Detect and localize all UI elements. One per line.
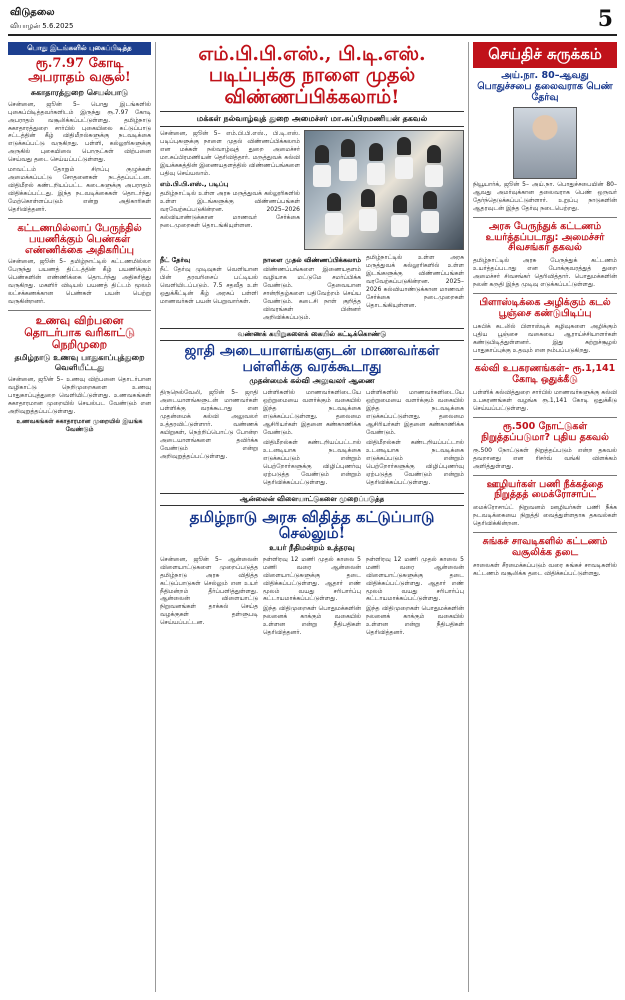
center-body-5: திருநெல்வேலி, ஜூன் 5– ஜாதி அடையாளங்களுடன் மாணவர்கள் பள்ளிக்கு வரக்கூடாது என முதன்மைக் கல்வி அலுவலர் உத்தரவிட்டுள்ளார். வண்ணக் கயிறுகள், நெற்றிப்பொட்டு போன்ற அடையாளங்களை தவிர்க்க வேண்டும் என்று அறிவுறுத்தப்பட்டுள்ளது.	[160, 389, 258, 460]
center-body-4: விண்ணப்பங்களை இணையதளம் வழியாக மட்டுமே சமர்ப்பிக்க வேண்டும். தேவையான சான்றிதழ்களை பதிவேற்றம் செய்ய வேண்டும். கடைசி நாள் குறித்த விவரங்கள் பின்னர் அறிவிக்கப்படும்.	[263, 266, 361, 322]
lead-text-col	[160, 130, 300, 250]
right-head-4: கல்வி உபகரணங்கள்– ரூ.1,141 கோடி ஒதுக்கீடு	[474, 363, 616, 385]
right-head-3: பிளாஸ்டிக்கை அழிக்கும் கடல் பூஞ்சை கண்டுபிடிப்பு	[479, 297, 611, 320]
center-body-1: சென்னை, ஜூன் 5– எம்.பி.பி.எஸ்., பி.டி.எஸ். படிப்புகளுக்கு நாளை முதல் விண்ணப்பிக்கலாம் என மக்கள் நல்வாழ்வுத் துறை அமைச்சர் மா.சுப்பிரமணியன் தெரிவித்தார். மருத்துவக் கல்வி இயக்ககத்தின் இணையதளத்தில் விண்ணப்பங்களை பதிவு செய்யலாம்.	[160, 129, 300, 177]
story3-kicker: ஆன்லைன் விளையாட்டுகளை முறைப்படுத்த	[160, 493, 464, 506]
center-body-6: பள்ளிகளில் மாணவர்களிடையே ஒற்றுமையை வளர்க்கும் வகையில் இந்த நடவடிக்கை எடுக்கப்பட்டுள்ளது. தலைமை ஆசிரியர்கள் இதனை கண்காணிக்க வேண்டும்.	[263, 389, 361, 436]
divider	[8, 218, 151, 219]
right-column	[468, 42, 617, 992]
story3-body	[160, 556, 464, 640]
center-body-10: இந்த விதிமுறைகள் பொதுமக்களின் நலனைக் காக்கும் வகையில் உள்ளன என்று நீதிபதிகள் தெரிவித்தனர்.	[263, 605, 361, 637]
story2-kicker: வண்ணக் கயிறுகளைக் கையில் கட்டிக்கொண்டு	[160, 328, 464, 341]
divider	[473, 532, 617, 533]
left-article-3	[8, 376, 151, 434]
right-body-4: பள்ளிக் கல்வித்துறை சார்பில் மாணவர்களுக்கு கல்வி உபகரணங்கள் வழங்க ரூ.1,141 கோடி ஒதுக்கீடு செய்யப்பட்டுள்ளது.	[473, 388, 617, 412]
portrait-photo	[513, 107, 577, 179]
center-body-3: நீட் தேர்வு முடிவுகள் வெளியான பின் தரவரிசைப் பட்டியல் வெளியிடப்படும். 7.5 சதவீத உள் ஒதுக்கீட்டின் கீழ் அரசுப் பள்ளி மாணவர்கள் பயன் பெறுவார்கள்.	[160, 266, 258, 306]
center-mini-head-1: எம்.பி.பி.எஸ்., படிப்பு	[160, 179, 229, 188]
center-body-10-cont: இந்த விதிமுறைகள் பொதுமக்களின் நலனைக் காக்கும் வகையில் உள்ளன என்று நீதிபதிகள் தெரிவித்தனர்.	[366, 605, 464, 637]
right-head-6: ஊழியர்கள் பணி நீக்கத்தை நிறுத்தத் மைக்ரோசாப்ட்	[486, 478, 604, 501]
center-mini-head-3: நாளை முதல் விண்ணப்பிக்கலாம்	[263, 255, 361, 264]
center-body-2-repeat: தமிழ்நாட்டில் உள்ள அரசு மருத்துவக் கல்லூரிகளில் உள்ள இடங்களுக்கு விண்ணப்பங்கள் வரவேற்கப்படுகின்றன. 2025–2026 கல்வியாண்டுக்கான மாணவர் சேர்க்கை நடைமுறைகள் தொடங்கியுள்ளன.	[366, 253, 464, 309]
center-body-9: நள்ளிரவு 12 மணி முதல் காலை 5 மணி வரை ஆன்லைன் விளையாட்டுகளுக்கு தடை விதிக்கப்பட்டுள்ளது. ஆதார் எண் மூலம் வயது சரிபார்ப்பு கட்டாயமாக்கப்பட்டுள்ளது.	[263, 555, 361, 603]
center-mini-head-2: நீட் தேர்வு	[160, 255, 191, 264]
right-head-7: சுங்கச் சாவடிகளில் கட்டணம் வசூலிக்க தடை	[482, 536, 608, 559]
right-body-3: பசுபிக் கடலில் பிளாஸ்டிக் கழிவுகளை அழிக்கும் புதிய பூஞ்சை வகையை ஆராய்ச்சியாளர்கள் கண்டுபிடித்துள்ளனர். இது சுற்றுச்சூழல் பாதுகாப்புக்கு உதவும் என நம்பப்படுகிறது.	[473, 323, 617, 355]
masthead-title: விடுதலை	[10, 7, 55, 18]
right-body-7: சாலைகள் சீரமைக்கப்படும் வரை சுங்கச் சாவடிகளில் கட்டணம் வசூலிக்க தடை விதிக்கப்பட்டுள்ளது.	[473, 562, 617, 578]
left-subhead-3: தமிழ்நாடு உணவு பாதுகாப்புத்துறை வெளியீட்டது	[14, 353, 145, 373]
left-article-1	[8, 101, 151, 215]
center-body-5-cont: பள்ளிகளில் மாணவர்களிடையே ஒற்றுமையை வளர்க்கும் வகையில் இந்த நடவடிக்கை எடுக்கப்பட்டுள்ளது. தலைமை ஆசிரியர்கள் இதனை கண்காணிக்க வேண்டும்.	[366, 389, 464, 436]
left-headline-2: கட்டணமில்லாப் பேருந்தில் பயணிக்கும் பெண்கள் எண்ணிக்கை அதிகரிப்பு	[17, 223, 142, 257]
news-brief-title: செய்திச் சுருக்கம்	[473, 42, 617, 68]
right-body-2: தமிழ்நாட்டில் அரசு பேருந்துக் கட்டணம் உயர்த்தப்படாது என போக்குவரத்துத் துறை அமைச்சர் சிவசங்கர் தெரிவித்தார். பொதுமக்களின் நலன் கருதி இந்த முடிவு எடுக்கப்பட்டுள்ளது.	[473, 257, 617, 289]
right-head-2: அரசு பேருந்துக் கட்டணம் உயர்த்தப்படாது: அமைச்சர் சிவசங்கர் தகவல்	[485, 220, 605, 254]
masthead-date: வியாழன் 5.6.2025	[10, 22, 74, 30]
divider	[473, 359, 617, 360]
story3-subhead: உயர் நீதிமன்றம் உத்தரவு	[269, 542, 355, 552]
right-head-1: அய்.நா. 80–ஆவது பொதுச்சபை தலைவராக பெண் தேர்வு	[477, 70, 613, 103]
right-head-5: ரூ.500 நோட்டுகள் நிறுத்தப்படுமா? புதிய தகவல்	[481, 420, 609, 443]
center-body-8: சென்னை, ஜூன் 5– ஆன்லைன் விளையாட்டுகளை முறைப்படுத்த தமிழ்நாடு அரசு விதித்த கட்டுப்பாடுகள் செல்லும் என உயர் நீதிமன்றம் தீர்ப்பளித்துள்ளது. ஆன்லைன் விளையாட்டு நிறுவனங்கள் தாக்கல் செய்த வழக்குகள் தள்ளுபடி செய்யப்பட்டன.	[160, 555, 258, 627]
right-body-6: மைக்ரோசாப்ட் நிறுவனம் ஊழியர்கள் பணி நீக்க நடவடிக்கையை நிறுத்தி வைத்துள்ளதாக தகவல்கள் தெரிவிக்கின்றன.	[473, 504, 617, 528]
main-headline: எம்.பி.பி.எஸ்., பி.டி.எஸ். படிப்புக்கு நாளை முதல் விண்ணப்பிக்கலாம்!	[198, 43, 426, 108]
divider	[473, 417, 617, 418]
page-number: 5	[597, 6, 613, 32]
story3-headline: தமிழ்நாடு அரசு விதித்த கட்டுப்பாடு செல்லும்!	[189, 507, 435, 543]
center-body-7: விதிமீறல்கள் கண்டறியப்பட்டால் உடனடியாக நடவடிக்கை எடுக்கப்படும் என்றும் பெற்றோர்களுக்கு விழிப்புணர்வு ஏற்படுத்த வேண்டும் என்றும் தெரிவிக்கப்பட்டுள்ளது.	[263, 438, 361, 486]
left-headline-3: உணவு விற்பனை தொடர்பாக வரிகாட்டு நெறிமுறை	[24, 313, 135, 352]
divider	[473, 217, 617, 218]
left-kicker: பொது இடங்களில் புகைப்பிடித்த	[8, 42, 151, 55]
story2-headline: ஜாதி அடையாளங்களுடன் மாணவர்கள் பள்ளிக்கு வரக்கூடாது	[184, 343, 440, 375]
lead-col-c	[366, 254, 464, 324]
left-body-3: சென்னை, ஜூன் 5– தமிழ்நாட்டில் கட்டணமில்லா பேருந்து பயணத் திட்டத்தின் கீழ் பயணிக்கும் பெண்களின் எண்ணிக்கை தொடர்ந்து அதிகரித்து வருகிறது. மகளிர் விடியல் பயணத் திட்டம் மூலம் லட்சக்கணக்கான பெண்கள் பயன் பெற்று வருகின்றனர்.	[8, 258, 151, 305]
divider	[473, 475, 617, 476]
masthead	[8, 6, 617, 36]
left-body-4: சென்னை, ஜூன் 5– உணவு விற்பனை தொடர்பான வழிகாட்டு நெறிமுறைகளை உணவு பாதுகாப்புத்துறை வெளியிட்டுள்ளது. உணவகங்கள் சுகாதாரமான முறையில் செயல்பட வேண்டும் என அறிவுறுத்தப்பட்டுள்ளது.	[8, 376, 151, 416]
divider	[8, 310, 151, 311]
right-body-1: நியூயார்க், ஜூன் 5– அய்.நா. பொதுச்சபையின் 80–ஆவது அமர்வுக்கான தலைவராக பெண் ஒருவர் தேர்ந்தெடுக்கப்பட்டுள்ளார். உறுப்பு நாடுகளின் ஆதரவுடன் இந்த தேர்வு நடைபெற்றது.	[473, 180, 617, 212]
lead-col-b	[263, 254, 361, 324]
lead-continued	[160, 254, 464, 324]
story2-subhead: முதன்மைக் கல்வி அலுவலர் ஆணை	[249, 376, 375, 385]
left-column	[8, 42, 156, 992]
center-body-7-cont: விதிமீறல்கள் கண்டறியப்பட்டால் உடனடியாக நடவடிக்கை எடுக்கப்படும் என்றும் பெற்றோர்களுக்கு விழிப்புணர்வு ஏற்படுத்த வேண்டும் என்றும் தெரிவிக்கப்பட்டுள்ளது.	[366, 438, 464, 486]
left-note: உணவகங்கள் சுகாதாரமான முறையில் இயங்க வேண்டும்	[16, 418, 143, 434]
students-photo	[304, 130, 464, 250]
left-body-1: சென்னை, ஜூன் 5– பொது இடங்களில் புகைப்பிடித்தவர்களிடம் இருந்து ரூ.7.97 கோடி அபராதம் வசூலிக்கப்பட்டுள்ளது. தமிழ்நாடு சுகாதாரத்துறை சார்பில் புகையிலை கட்டுப்பாடு சட்டத்தின் கீழ் விதிமீறல்களுக்கு நடவடிக்கை எடுக்கப்பட்டு வருகிறது. பள்ளி, கல்லூரிகளுக்கு அருகில் புகையிலை பொருட்கள் விற்பனை செய்வது தடை செய்யப்பட்டுள்ளது.	[8, 100, 151, 164]
right-body-5: ரூ.500 நோட்டுகள் நிறுத்தப்படும் என்ற தகவல் தவறானது என ரிசர்வ் வங்கி விளக்கம் அளித்துள்ளது.	[473, 446, 617, 470]
lead-col-a	[160, 254, 258, 324]
left-subhead: சுகாதாரத்துறை செயல்பாடு	[30, 87, 129, 97]
divider	[473, 293, 617, 294]
lead-story	[160, 130, 464, 250]
left-article-2	[8, 258, 151, 306]
left-body-2: மாவட்டம் தோறும் சிறப்பு குழுக்கள் அமைக்கப்பட்டு சோதனைகள் நடத்தப்பட்டன. விதிமீறல் கண்டறியப்பட்ட கடைகளுக்கு அபராதம் விதிக்கப்பட்டது. இந்த நடவடிக்கைகள் தொடர்ந்து மேற்கொள்ளப்படும் என்று அதிகாரிகள் தெரிவித்தனர்.	[8, 166, 151, 214]
center-column	[160, 42, 464, 992]
center-body-8-cont: நள்ளிரவு 12 மணி முதல் காலை 5 மணி வரை ஆன்லைன் விளையாட்டுகளுக்கு தடை விதிக்கப்பட்டுள்ளது. ஆதார் எண் மூலம் வயது சரிபார்ப்பு கட்டாயமாக்கப்பட்டுள்ளது.	[366, 555, 464, 603]
story2-body	[160, 389, 464, 489]
center-body-2: தமிழ்நாட்டில் உள்ள அரசு மருத்துவக் கல்லூரிகளில் உள்ள இடங்களுக்கு விண்ணப்பங்கள் வரவேற்கப்படுகின்றன. 2025–2026 கல்வியாண்டுக்கான மாணவர் சேர்க்கை நடைமுறைகள் தொடங்கியுள்ளன.	[160, 190, 300, 230]
left-headline: ரூ.7.97 கோடி அபராதம் வசூல்!	[28, 56, 131, 86]
main-subhead: மக்கள் நல்வாழ்வுத் துறை அமைச்சர் மா.சுப்பிரமணியன் தகவல்	[160, 111, 464, 127]
